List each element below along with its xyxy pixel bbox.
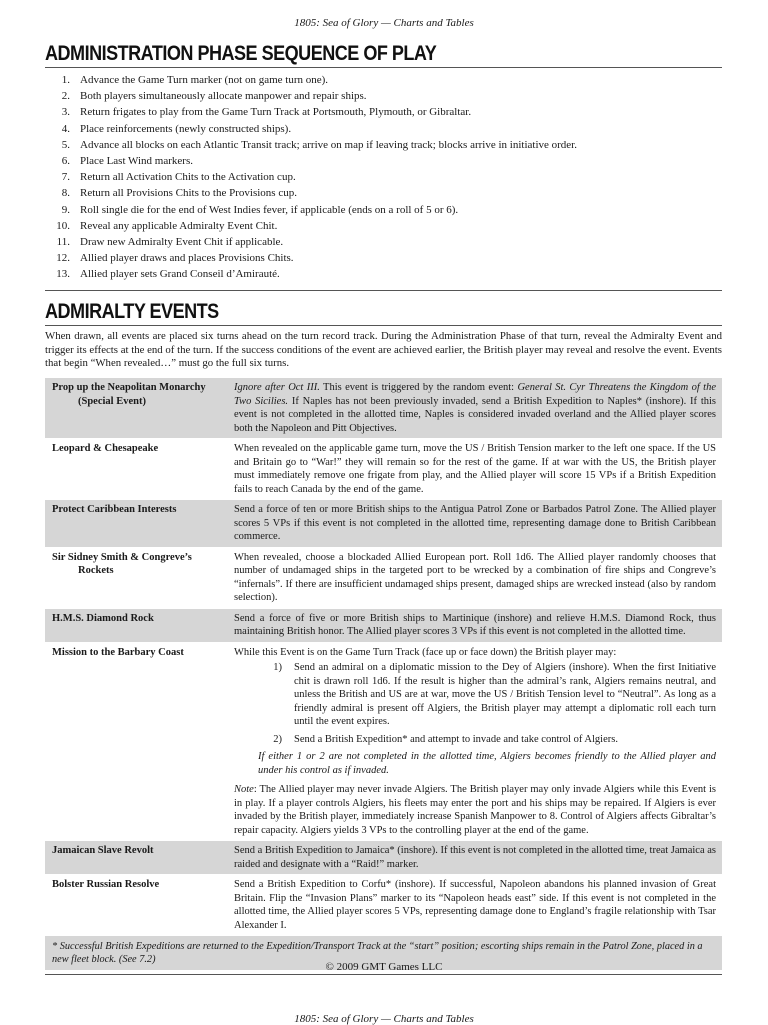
event-row (45, 377, 722, 438)
admiralty-title: ADMIRALTY EVENTS (45, 300, 219, 323)
event-row (45, 840, 722, 874)
event-text: Send a force of ten or more British ships to the Antigua Patrol Zone or Barbados Patrol Zone. The Allied player scores 5 VPs if this event is not completed in the allotted time, representing damage done to British Caribbean commerce. (234, 504, 716, 542)
event-row (45, 547, 722, 608)
sub-item: 1) Send an admiral on a diplomatic mission to the Dey of Algiers (inshore). When the first Initiative chit is drawn roll 1d6. If the result is higher than the admiral’s rank, Algiers remains neutral, and unless the British and US are at war, move the US / British Tension level to “Neutral”. As long as a friendly admiral is present off Algiers, the British player may attempt a diplomatic roll each turn until the event expires. (273, 662, 716, 727)
event-name: Protect Caribbean Interests (52, 504, 177, 515)
event-text: When revealed on the applicable game turn, move the US / British Tension marker to the left one space. If the US and Britain go to “War!” they will remain so for the rest of the game. If at war with the US, the British player must immediately remove one frigate from play, and the Allied player will score 15 VPs if a British Expedition fails to reach Canada by the end of the game. (234, 443, 716, 495)
event-text: Send a British Expedition to Corfu* (inshore). If successful, Napoleon abandons his planned invasion of Great Britain. Flip the “Invasion Plans” marker to its “Napoleon heads east” side. If this event is not completed in the allotted time, the Allied player scores 5 VPs, representing damage done to England’s fragile relationship with Tsar Alexander I. (234, 879, 716, 931)
list-item: 6. Place Last Wind markers. (61, 155, 193, 168)
event-name: H.M.S. Diamond Rock (52, 612, 154, 624)
copyright: © 2009 GMT Games LLC (325, 961, 443, 973)
sequence-list (45, 72, 715, 283)
event-note: Note: The Allied player may never invade Algiers. The British player may only invade Algiers while this Event is in play. If a player controls Algiers, his fleets may enter the port and his ships may be repaired. If Algiers is ever invaded by the British player, immediately increase Spanish Manpower to 8. Control of Algiers affects Gibraltar’s repair capacity. Algiers yields 3 VPs to the controlling player at the end of the game. (234, 784, 716, 836)
list-item: 2. Both players simultaneously allocate manpower and repair ships. (61, 90, 367, 103)
list-item: 5. Advance all blocks on each Atlantic Transit track; arrive on map if leaving track; blocks arrive in initiative order. (61, 138, 577, 151)
page-footer: 1805: Sea of Glory — Charts and Tables (294, 1013, 474, 1025)
event-text: While this Event is on the Game Turn Track (face up or face down) the British player may: 1) Send an admiral on a diplomatic mission to the Dey of Algiers (inshore). When the first Initiative chit is drawn roll 1d6. If the result is higher than the admiral’s rank, Algiers remains neutral, and unless the British and US are at war, move the US / British Tension level to “Neutral”. As long as a friendly admiral is present off Algiers, the British player may attempt a diplomatic roll each turn until the event expires. 2) Send a British Expedition* and attempt to invade and take control of Algiers. If either 1 or 2 are not completed in the allotted time, Algiers becomes friendly to the Allied player and under his control as if invaded. Note: The Allied player may never invade Algiers. The British player may only invade Algiers while this Event is in play. If a player controls Algiers, his fleets may enter the port and his ships may be repaired. If Algiers is ever invaded by the British player, immediately increase Spanish Manpower to 8. Control of Algiers affects Gibraltar’s repair capacity. Algiers yields 3 VPs to the controlling player at the end of the game. (234, 646, 716, 836)
admiralty-intro: When drawn, all events are placed six turns ahead on the turn record track. During the Administration Phase of that turn, reveal the Admiralty Event and trigger its effects at the end of the turn. If the success conditions of the event are achieved earlier, the British player may reveal and resolve the event. Events that begin “When revealed…” must go the full six turns. (45, 330, 722, 370)
event-row (45, 642, 722, 841)
event-text: Ignore after Oct III. This event is triggered by the random event: General St. Cyr Threatens the Kingdom of the Two Sicilies. If Naples has not been previously invaded, send a British Expedition to Naples* (inshore). If this event is not completed in the allotted time, Naples is considered invaded overland and the Allied player scores both the Napoleon and Pitt Objectives. (234, 382, 717, 434)
event-name: Sir Sidney Smith & Congreve’s Rockets (52, 551, 192, 576)
list-item: 3. Return frigates to play from the Game Turn Track at Portsmouth, Plymouth, or Gibraltar. (61, 106, 472, 119)
event-row (45, 608, 722, 642)
event-name: Prop up the Neapolitan Monarchy (Special Event) (52, 382, 206, 407)
sequence-title: ADMINISTRATION PHASE SEQUENCE OF PLAY (45, 42, 437, 65)
list-item: 1. Advance the Game Turn marker (not on game turn one). (61, 74, 329, 86)
list-item: 11. Draw new Admiralty Event Chit if applicable. (56, 236, 284, 249)
page-header: 1805: Sea of Glory — Charts and Tables (294, 17, 474, 29)
divider (45, 325, 722, 326)
event-text: Send a British Expedition to Jamaica* (inshore). If this event is not completed in the allotted time, treat Jamaica as raided and designate with a “Raid!” marker. (234, 845, 716, 870)
list-item: 4. Place reinforcements (newly constructed ships). (61, 122, 292, 135)
list-item: 10. Reveal any applicable Admiralty Event Chit. (56, 219, 278, 232)
footnote: * Successful British Expeditions are returned to the Expedition/Transport Track at the “start” position; escorting ships remain in the Patrol Zone, placed in a new fleet block. (See 7.2) (45, 935, 722, 970)
list-item: 9. Roll single die for the end of West Indies fever, if applicable (ends on a roll of 5 or 6). (61, 203, 459, 216)
event-name: Leopard & Chesapeake (52, 443, 159, 454)
event-name: Jamaican Slave Revolt (52, 845, 154, 856)
event-row (45, 499, 722, 547)
events-table (45, 377, 722, 975)
event-text: When revealed, choose a blockaded Allied European port. Roll 1d6. The Allied player randomly chooses that number of undamaged ships in the targeted port to be wrecked by a combination of fire ships and Congreve’s “infernals”. If there are insufficient undamaged ships present, damaged ships are wrecked instead (also by random selection). (234, 551, 716, 603)
divider (45, 290, 722, 291)
divider (45, 67, 722, 68)
list-item: 8. Return all Provisions Chits to the Provisions cup. (61, 187, 297, 200)
list-item: 7. Return all Activation Chits to the Activation cup. (61, 171, 296, 184)
event-name: Mission to the Barbary Coast (52, 646, 184, 658)
list-item: 13. Allied player sets Grand Conseil d’Amirauté. (56, 268, 280, 281)
event-row (45, 438, 722, 499)
divider (45, 974, 722, 975)
list-item: 12. Allied player draws and places Provisions Chits. (56, 252, 294, 265)
italic-note: If either 1 or 2 are not completed in the allotted time, Algiers becomes friendly to the Allied player and under his control as if invaded. (258, 751, 716, 776)
event-row (45, 874, 722, 935)
event-name: Bolster Russian Resolve (52, 879, 160, 890)
event-text: Send a force of five or more British ships to Martinique (inshore) and relieve H.M.S. Diamond Rock, thus maintaining British honor. The Allied player scores 3 VPs if this event is not completed in the allotted time. (234, 612, 716, 637)
sub-item: 2) Send a British Expedition* and attempt to invade and take control of Algiers. (273, 733, 618, 745)
